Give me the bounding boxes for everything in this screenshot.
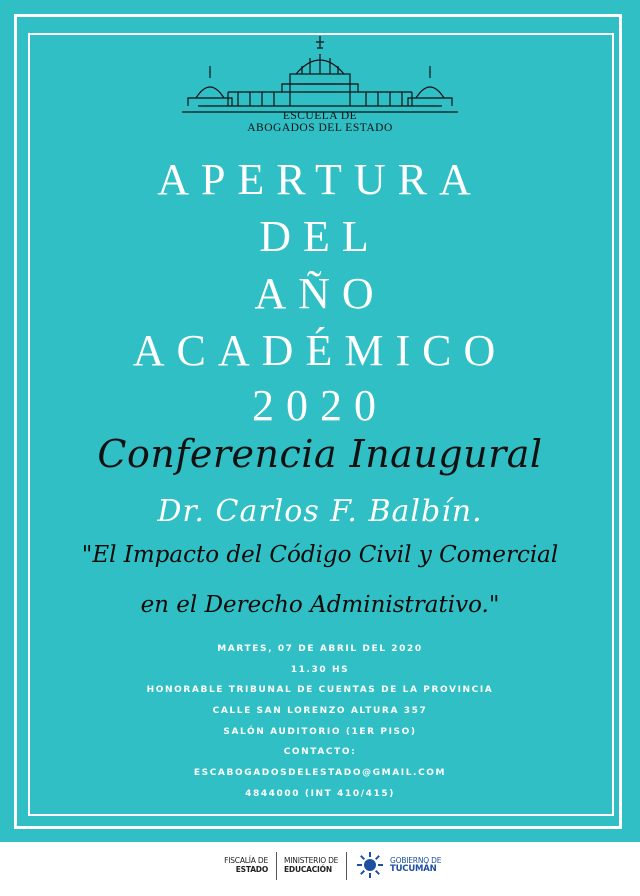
ministerio-line1: MINISTERIO DE <box>284 856 339 865</box>
footer-divider-2 <box>346 852 347 880</box>
school-logo <box>178 34 462 134</box>
gobierno-logo <box>390 856 454 874</box>
fiscalia-logo <box>222 856 268 874</box>
footer-divider-1 <box>276 852 277 880</box>
title-line5: 2020 <box>252 381 388 430</box>
topic-line1: "El Impacto del Código Civil y Comercial <box>81 542 559 568</box>
event-room: SALÓN AUDITORIO (1ER PISO) <box>223 727 417 737</box>
logo-text-line1: ESCUELA DE <box>282 110 358 122</box>
gobierno-line2: TUCUMÁN <box>390 864 437 874</box>
event-venue: HONORABLE TRIBUNAL DE CUENTAS DE LA PROVINCIA <box>146 685 494 695</box>
fiscalia-line1: FISCALÍA DE <box>224 856 268 865</box>
ministerio-line2: EDUCACIÓN <box>284 865 332 874</box>
fiscalia-line2: ESTADO <box>235 865 268 874</box>
contact-phone: 4844000 (INT 410/415) <box>245 789 395 799</box>
title-line4: ACADÉMICO <box>132 326 508 375</box>
title-line3: AÑO <box>254 269 386 318</box>
title-line1: APERTURA <box>157 155 483 204</box>
topic-line2: en el Derecho Administrativo." <box>140 592 500 618</box>
gobierno-line1: GOBIERNO DE <box>390 856 442 865</box>
contact-email[interactable]: ESCABOGADOSDELESTADO@GMAIL.COM <box>193 768 447 778</box>
tucuman-sun-icon <box>356 851 384 879</box>
ministerio-logo <box>284 856 340 874</box>
footer-logos <box>0 842 640 896</box>
conference-heading: Conferencia Inaugural <box>97 432 543 476</box>
contact-label: CONTACTO: <box>283 747 357 757</box>
event-date: MARTES, 07 DE ABRIL DEL 2020 <box>217 644 423 654</box>
speaker-name: Dr. Carlos F. Balbín. <box>157 494 483 529</box>
event-time: 11.30 HS <box>290 665 350 675</box>
event-address: CALLE SAN LORENZO ALTURA 357 <box>212 706 428 716</box>
title-line2: DEL <box>259 212 381 261</box>
building-icon <box>178 34 462 116</box>
logo-text-line2: ABOGADOS DEL ESTADO <box>247 122 393 134</box>
